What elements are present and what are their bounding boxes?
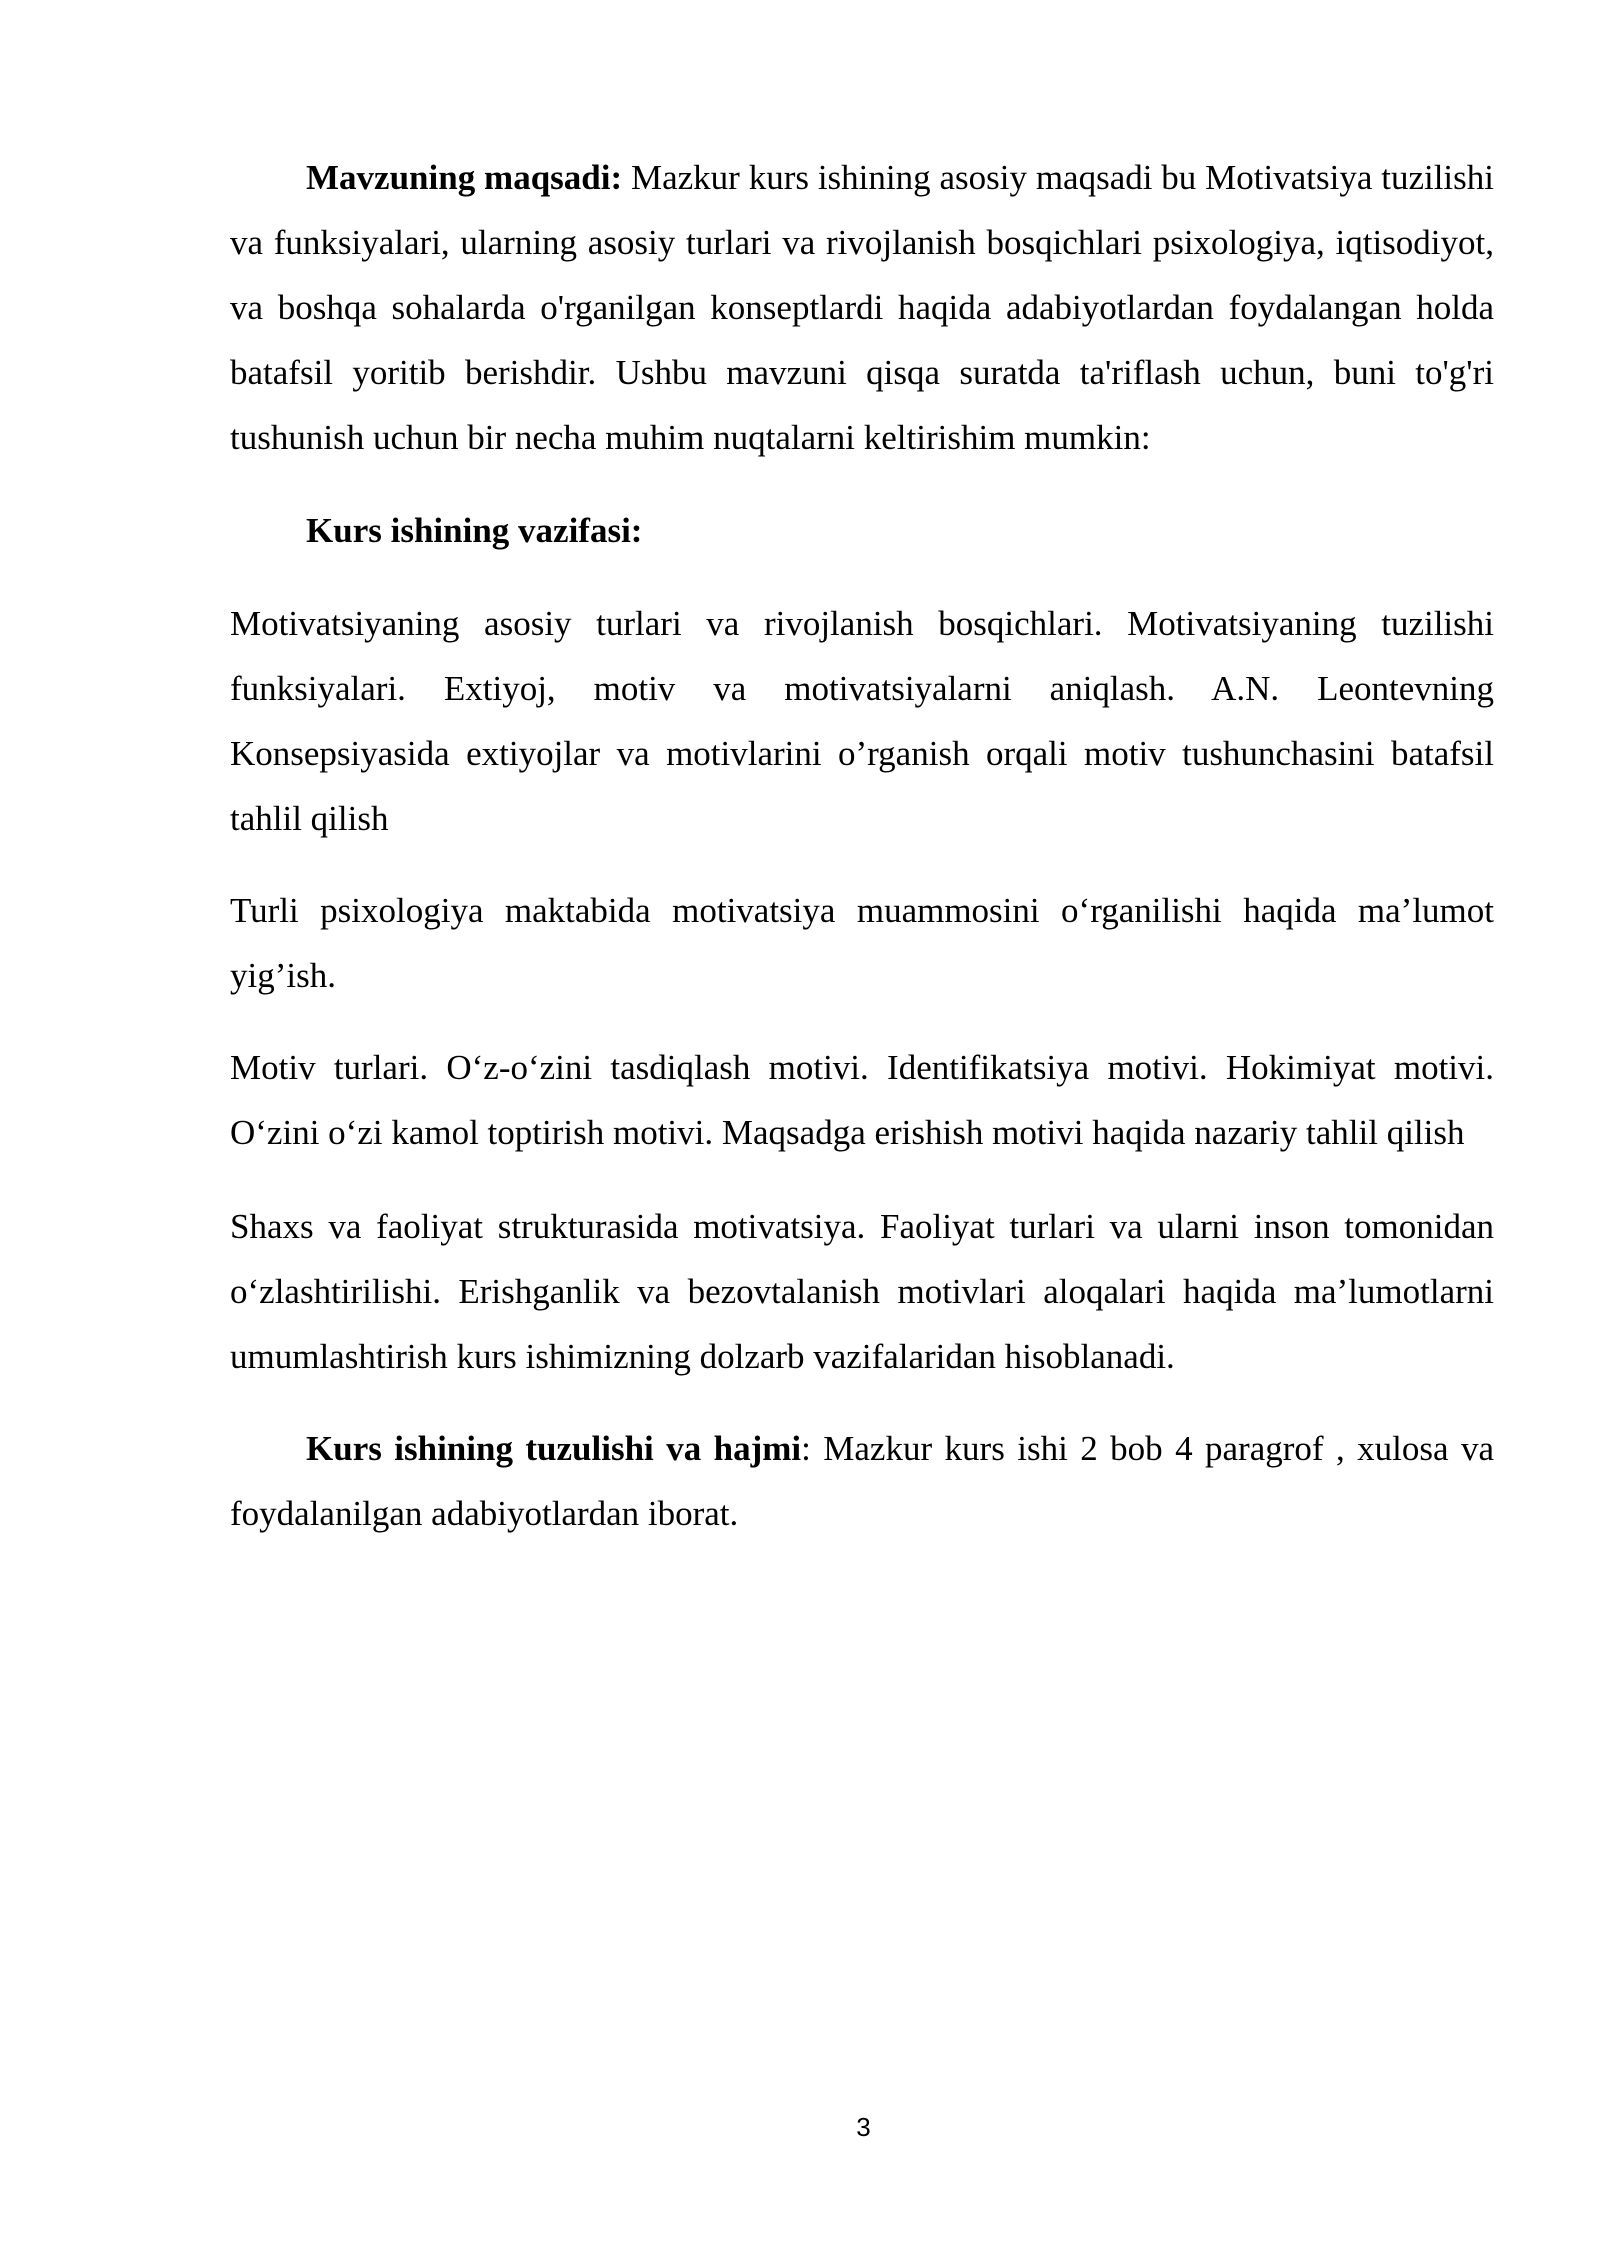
goal-paragraph xyxy=(230,145,1494,470)
tasks-paragraph-4: Shaxs va faoliyat strukturasida motivatsiya. Faoliyat turlari va ularni inson tomonidan o‘zlashtirilishi. Erishganlik va bezovtalanish motivlari aloqalari haqida ma’lumotlarni umumlashtirish kurs ishimizning dolzarb vazifalaridan hisoblanadi. xyxy=(230,1207,1494,1376)
structure-heading: Kurs ishining tuzulishi va hajmi xyxy=(306,1429,802,1468)
tasks-paragraph-3: Motiv turlari. O‘z-o‘zini tasdiqlash motivi. Identifikatsiya motivi. Hokimiyat motivi. O‘zini o‘zi kamol toptirish motivi. Maqsadga erishish motivi haqida nazariy tahlil qilish xyxy=(230,1048,1494,1152)
page-number: 3 xyxy=(856,2112,871,2142)
document-page xyxy=(230,145,1494,1546)
tasks-heading: Kurs ishining vazifasi: xyxy=(306,511,643,550)
tasks-heading-paragraph xyxy=(230,498,1494,563)
structure-paragraph xyxy=(230,1416,1494,1546)
tasks-paragraph-1: Motivatsiyaning asosiy turlari va rivojlanish bosqichlari. Motivatsiyaning tuzilishi funksiyalari. Extiyoj, motiv va motivatsiyalarni aniqlash. A.N. Leontevning Konsepsiyasida extiyojlar va motivlarini o’rganish orqali motiv tushunchasini batafsil tahlil qilish xyxy=(230,604,1494,838)
structure-text: : Mazkur kurs ishi 2 bob 4 paragrof , xulosa va foydalanilgan adabiyotlardan iborat. xyxy=(230,1429,1494,1533)
goal-text: Mazkur kurs ishining asosiy maqsadi bu Motivatsiya tuzilishi va funksiyalari, ularning asosiy turlari va rivojlanish bosqichlari psixologiya, iqtisodiyot, va boshqa sohalarda o'rganilgan konseptlardi haqida adabiyotlardan foydalangan holda batafsil yoritib berishdir. Ushbu mavzuni qisqa suratda ta'riflash uchun, buni to'g'ri tushunish uchun bir necha muhim nuqtalarni keltirishim mumkin: xyxy=(230,158,1494,457)
tasks-paragraph-2: Turli psixologiya maktabida motivatsiya muammosini o‘rganilishi haqida ma’lumot yig’ish. xyxy=(230,891,1494,995)
goal-heading: Mavzuning maqsadi: xyxy=(306,158,623,197)
